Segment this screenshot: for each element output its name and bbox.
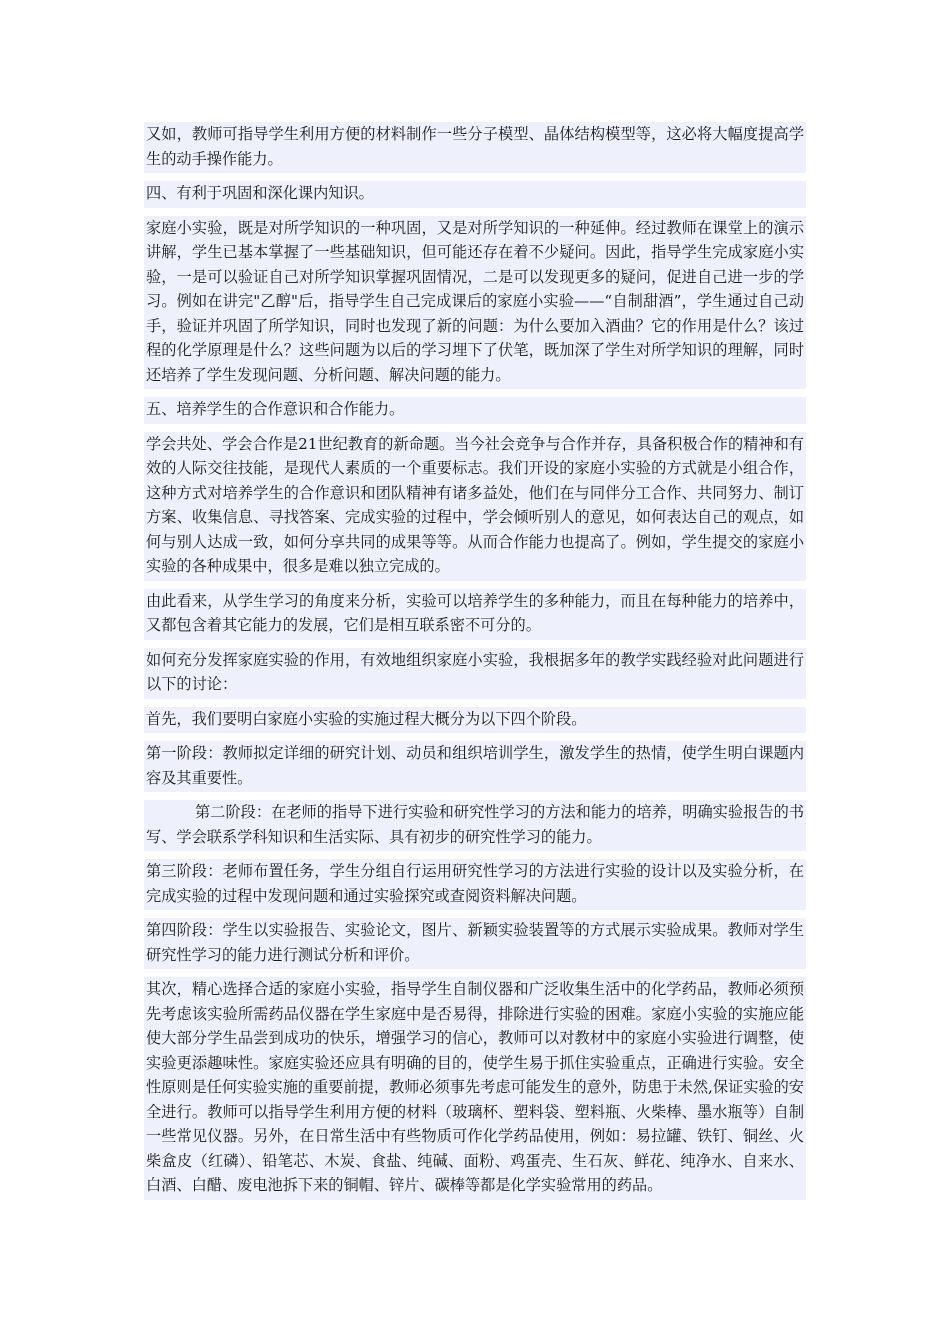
paragraph-stage-four: 第四阶段：学生以实验报告、实验论文，图片、新颖实验装置等的方式展示实验成果。教师对学生研究性学习的能力进行测试分析和评价。 bbox=[144, 918, 806, 969]
paragraph-stage-one: 第一阶段：教师拟定详细的研究计划、动员和组织培训学生，激发学生的热情，使学生明白课题内容及其重要性。 bbox=[144, 741, 806, 792]
paragraph-stage-two: 第二阶段：在老师的指导下进行实验和研究性学习的方法和能力的培养，明确实验报告的书写、学会联系学科知识和生活实际、具有初步的研究性学习的能力。 bbox=[144, 800, 806, 851]
section-heading-five: 五、培养学生的合作意识和合作能力。 bbox=[144, 397, 806, 424]
paragraph-four-stages-intro: 首先，我们要明白家庭小实验的实施过程大概分为以下四个阶段。 bbox=[144, 707, 806, 734]
paragraph-select-experiments: 其次，精心选择合适的家庭小实验，指导学生自制仪器和广泛收集生活中的化学药品，教师必须预先考虑该实验所需药品仪器在学生家庭中是否易得，排除进行实验的困难。家庭小实验的实施应能使大部分学生品尝到成功的快乐，增强学习的信心，教师可以对教材中的家庭小实验进行调整，使实验更添趣味性。家庭实验还应具有明确的目的，使学生易于抓住实验重点，正确进行实验。安全性原则是任何实验实施的重要前提，教师必须事先考虑可能发生的意外，防患于未然,保证实验的安全进行。教师可以指导学生利用方便的材料（玻璃杯、塑料袋、塑料瓶、火柴棒、墨水瓶等）自制一些常见仪器。另外，在日常生活中有些物质可作化学药品使用，例如：易拉罐、铁钉、铜丝、火柴盒皮（红磷）、铅笔芯、木炭、食盐、纯碱、面粉、鸡蛋壳、生石灰、鲜花、纯净水、自来水、白酒、白醋、废电池拆下来的铜帽、锌片、碳棒等都是化学实验常用的药品。 bbox=[144, 977, 806, 1200]
document-body bbox=[144, 122, 806, 1208]
section-heading-four: 四、有利于巩固和深化课内知识。 bbox=[144, 181, 806, 208]
paragraph-stage-three: 第三阶段：老师布置任务，学生分组自行运用研究性学习的方法进行实验的设计以及实验分析，在完成实验的过程中发现问题和通过实验探究或查阅资料解决问题。 bbox=[144, 859, 806, 910]
paragraph-home-experiment-consolidation: 家庭小实验，既是对所学知识的一种巩固，又是对所学知识的一种延伸。经过教师在课堂上的演示讲解，学生已基本掌握了一些基础知识，但可能还存在着不少疑问。因此，指导学生完成家庭小实验，一是可以验证自己对所学知识掌握巩固情况，二是可以发现更多的疑问，促进自己进一步的学习。例如在讲完"乙醇"后，指导学生自己完成课后的家庭小实验——“自制甜酒”，学生通过自己动手，验证并巩固了所学知识，同时也发现了新的问题：为什么要加入酒曲？它的作用是什么？该过程的化学原理是什么？这些问题为以后的学习埋下了伏笔，既加深了学生对所学知识的理解，同时还培养了学生发现问题、分析问题、解决问题的能力。 bbox=[144, 216, 806, 390]
paragraph-cooperation: 学会共处、学会合作是21世纪教育的新命题。当今社会竞争与合作并存，具备积极合作的精神和有效的人际交往技能，是现代人素质的一个重要标志。我们开设的家庭小实验的方式就是小组合作，这种方式对培养学生的合作意识和团队精神有诸多益处，他们在与同伴分工合作、共同努力、制订方案、收集信息、寻找答案、完成实验的过程中，学会倾听别人的意见，如何表达自己的观点，如何与别人达成一致，如何分享共同的成果等等。从而合作能力也提高了。例如，学生提交的家庭小实验的各种成果中，很多是难以独立完成的。 bbox=[144, 432, 806, 581]
paragraph-discussion-intro: 如何充分发挥家庭实验的作用，有效地组织家庭小实验，我根据多年的教学实践经验对此问题进行以下的讨论： bbox=[144, 648, 806, 699]
paragraph-molecular-models: 又如，教师可指导学生利用方便的材料制作一些分子模型、晶体结构模型等，这必将大幅度提高学生的动手操作能力。 bbox=[144, 122, 806, 173]
paragraph-conclusion: 由此看来，从学生学习的角度来分析，实验可以培养学生的多种能力，而且在每种能力的培养中，又都包含着其它能力的发展，它们是相互联系密不可分的。 bbox=[144, 589, 806, 640]
